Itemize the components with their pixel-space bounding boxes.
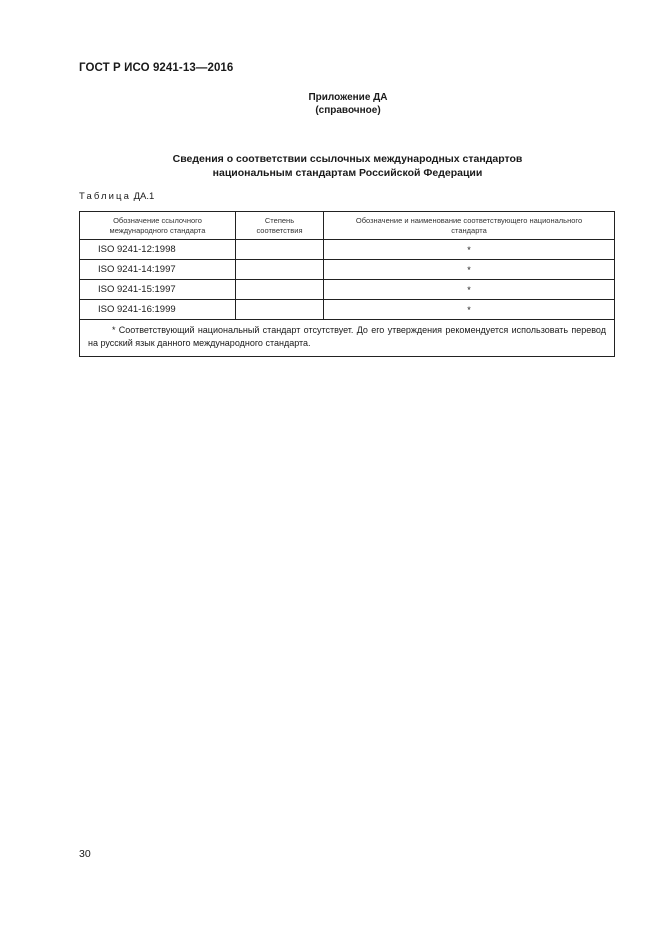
page-number: 30 — [79, 848, 91, 860]
table-row — [80, 260, 615, 280]
cell-degree — [236, 260, 324, 280]
appendix-subtitle: (справочное) — [315, 104, 381, 116]
column-header-national-line-1: Обозначение и наименование соответствующего национального — [355, 215, 583, 225]
reference-standards-table — [79, 211, 615, 357]
cell-degree — [236, 280, 324, 300]
table-footnote-row — [80, 320, 615, 357]
column-header-standard — [80, 212, 236, 240]
column-header-degree — [236, 212, 324, 240]
section-heading-line-1: Сведения о соответствии ссылочных международных стандартов — [172, 153, 523, 165]
cell-national: * — [324, 280, 615, 300]
table-row — [80, 240, 615, 260]
table-caption-number: ДА.1 — [133, 191, 155, 202]
document-code: ГОСТ Р ИСО 9241-13—2016 — [79, 62, 234, 74]
appendix-title: Приложение ДА — [308, 92, 388, 103]
column-header-national — [324, 212, 615, 240]
section-heading — [0, 153, 661, 180]
table-caption-word: Таблица — [79, 191, 131, 202]
cell-standard: ISO 9241-14:1997 — [80, 260, 236, 280]
section-heading-line-2: национальным стандартам Российской Федерации — [212, 166, 483, 179]
cell-national: * — [324, 240, 615, 260]
cell-national: * — [324, 260, 615, 280]
column-header-standard-line-2: международного стандарта — [109, 225, 206, 235]
column-header-standard-line-1: Обозначение ссылочного — [113, 215, 202, 225]
table-header-row — [80, 212, 615, 240]
cell-standard: ISO 9241-12:1998 — [80, 240, 236, 260]
table-footnote-text: * Соответствующий национальный стандарт отсутствует. До его утверждения рекомендуется использовать перевод на русский язык данного международного стандарта. — [88, 325, 606, 348]
cell-standard: ISO 9241-16:1999 — [80, 300, 236, 320]
cell-degree — [236, 300, 324, 320]
table-row — [80, 280, 615, 300]
table-caption — [79, 191, 154, 202]
column-header-degree-line-2: соответствия — [256, 225, 303, 235]
cell-standard: ISO 9241-15:1997 — [80, 280, 236, 300]
table-footnote — [80, 320, 615, 357]
column-header-national-line-2: стандарта — [451, 225, 487, 235]
cell-degree — [236, 240, 324, 260]
table-row — [80, 300, 615, 320]
cell-national: * — [324, 300, 615, 320]
appendix-label — [0, 92, 661, 117]
column-header-degree-line-1: Степень — [264, 215, 295, 225]
